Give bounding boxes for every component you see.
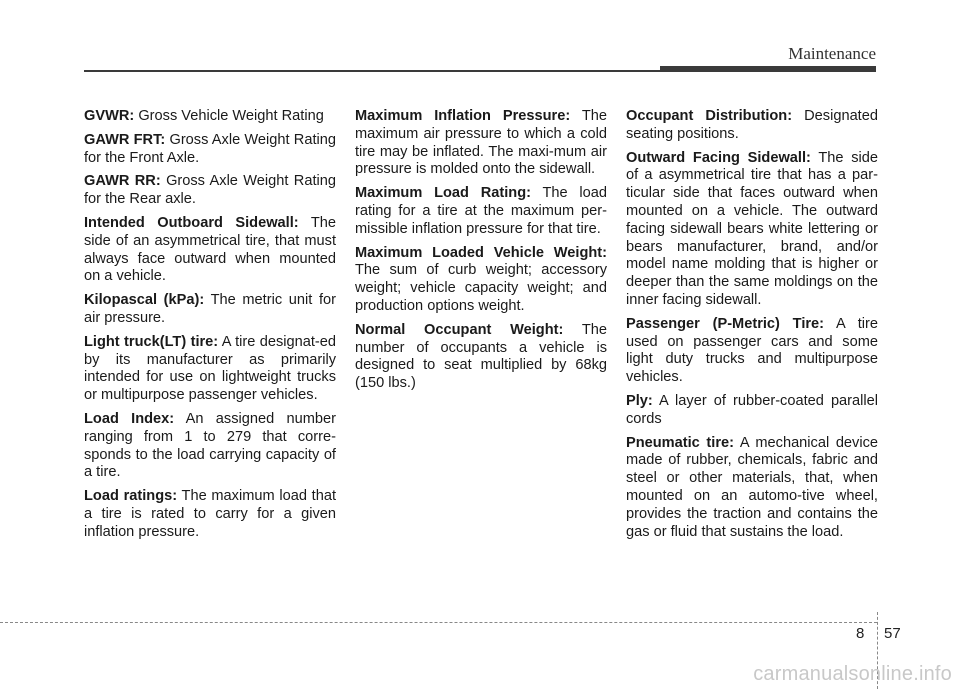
glossary-definition: The side of a asymmetrical tire that has a par-ticular side that faces outward when mounted on a vehicle. The outward facing sidewall bears white lettering or bears manufacturer, brand, and/or model name molding that is higher or deeper than the same moldings on the inner facing sidewall. [626, 149, 878, 308]
glossary-term: Outward Facing Sidewall: [626, 149, 811, 166]
glossary-definition: The number of occupants a vehicle is designed to seat multiplied by 68kg (150 lbs.) [355, 321, 607, 392]
watermark: carmanualsonline.info [753, 663, 952, 685]
glossary-entry [355, 185, 607, 238]
glossary-definition: The maximum load that a tire is rated to carry for a given inflation pressure. [84, 488, 336, 540]
glossary-term: GAWR FRT: [84, 131, 166, 148]
glossary-definition: Gross Axle Weight Rating for the Front Axle. [84, 131, 336, 166]
glossary-definition: The metric unit for air pressure. [84, 292, 336, 326]
glossary-entry [84, 108, 336, 126]
glossary-definition: A tire used on passenger cars and some light duty trucks and multipurpose vehicles. [626, 315, 879, 386]
glossary-term: Light truck(LT) tire: [84, 333, 219, 350]
glossary-entry [355, 245, 607, 316]
glossary-entry [84, 215, 336, 286]
chapter-number: 8 [856, 625, 865, 642]
glossary-term: Kilopascal (kPa): [84, 292, 205, 309]
glossary-entry [626, 435, 878, 542]
glossary-definition: An assigned number ranging from 1 to 279 that corre-sponds to the load carrying capacity of a tire. [84, 410, 336, 481]
glossary-term: Maximum Inflation Pressure: [355, 108, 571, 124]
glossary-term: Intended Outboard Sidewall: [84, 214, 299, 231]
glossary-entry [626, 316, 878, 387]
glossary-entry [355, 108, 607, 179]
glossary-definition: Designated seating positions. [626, 108, 878, 142]
glossary-entry [84, 334, 336, 405]
glossary-definition: The side of an asymmetrical tire, that must always face outward when mounted on a vehicle. [84, 214, 336, 285]
glossary-definition: A layer of rubber-coated parallel cords [626, 392, 878, 427]
glossary-term: GVWR: [84, 108, 135, 124]
page-number: 57 [884, 625, 901, 642]
column-2 [355, 108, 607, 399]
header-rule-thick [660, 66, 876, 72]
glossary-entry [626, 393, 878, 429]
column-1 [84, 108, 336, 548]
glossary-definition: The sum of curb weight; accessory weight; vehicle capacity weight; and production options weight. [355, 262, 607, 314]
glossary-entry [626, 108, 878, 144]
glossary-term: Passenger (P-Metric) Tire: [626, 315, 825, 332]
glossary-definition: Gross Vehicle Weight Rating [138, 108, 324, 124]
glossary-entry [84, 488, 336, 541]
header-rule-thin [84, 70, 662, 72]
footer-dashed-rule [0, 622, 877, 623]
section-title: Maintenance [788, 44, 876, 63]
glossary-definition: Gross Axle Weight Rating for the Rear axle. [84, 173, 336, 208]
glossary-entry [355, 322, 607, 393]
glossary-term: Ply: [626, 392, 653, 409]
glossary-term: Maximum Loaded Vehicle Weight: [355, 244, 607, 261]
glossary-entry [84, 173, 336, 209]
column-3 [626, 108, 878, 547]
glossary-term: Load Index: [84, 410, 175, 427]
glossary-term: Load ratings: [84, 488, 178, 505]
glossary-definition: A tire designat-ed by its manufacturer as primarily intended for use on lightweight trucks or multipurpose passenger vehicles. [84, 333, 336, 404]
glossary-term: Normal Occupant Weight: [355, 321, 564, 338]
glossary-term: Occupant Distribution: [626, 108, 793, 124]
glossary-entry [84, 292, 336, 328]
glossary-term: GAWR RR: [84, 173, 161, 190]
glossary-entry [84, 132, 336, 168]
glossary-definition: The load rating for a tire at the maximum per-missible inflation pressure for that tire. [355, 185, 607, 237]
glossary-definition: A mechanical device made of rubber, chemicals, fabric and steel or other materials, that, when mounted on an automo-tive wheel, provides the traction and contains the gas or fluid that sustains the load. [626, 434, 879, 540]
glossary-term: Maximum Load Rating: [355, 185, 531, 202]
glossary-entry [84, 411, 336, 482]
glossary-entry [626, 150, 878, 310]
glossary-definition: The maximum air pressure to which a cold tire may be inflated. The maxi-mum air pressure is molded onto the sidewall. [355, 108, 607, 178]
glossary-term: Pneumatic tire: [626, 434, 734, 451]
